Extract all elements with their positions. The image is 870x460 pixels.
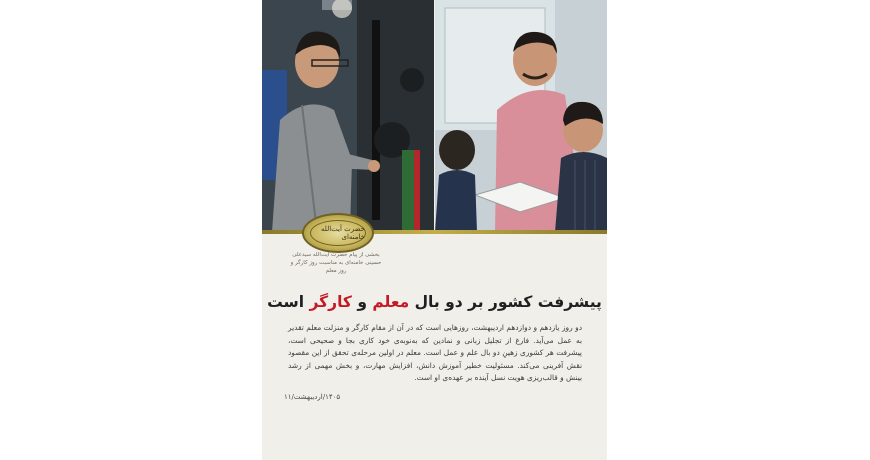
worker-photo-illustration — [262, 0, 434, 232]
teacher-photo-illustration — [435, 0, 607, 232]
calligraphy-emblem — [302, 213, 374, 253]
headline — [262, 291, 607, 313]
headline-part-2: است — [267, 293, 310, 311]
poster — [262, 0, 607, 460]
message-caption: بخشی از پیام حضرت آیت‌الله سیدعلی حسینی خامنه‌ای به مناسبت روز کارگر و روز معلم — [290, 252, 382, 274]
headline-worker-word: کارگر — [309, 293, 352, 311]
emblem-text: حضرت آیت‌الله خامنه‌ای — [310, 220, 366, 246]
worker-photo — [262, 0, 434, 232]
message-date: ۱۴۰۵/اردیبهشت/۱۱ — [284, 393, 341, 401]
headline-part-1: پیشرفت کشور بر دو بال — [409, 293, 602, 311]
teacher-photo — [435, 0, 607, 232]
message-body: دو روز یازدهم و دوازدهم اردیبهشت، روزهایی است که در آن از مقام کارگر و منزلت معلم تقدیر به عمل می‌آید. فارغ از تجلیل زبانی و نمادین که به‌نوبه‌ی خود کاری بجا و صحیحی است، پیشرفت هر کشوری زهینِ دو بال علم و عمل است. معلم در اولین مرحله‌ی تحقق از این مقصود نقش آفرینی می‌کند. مسئولیت خطیر آموزش دانش، افزایش مهارت، و بخش مهمی از رشد بینش و قالب‌ریزی هویت نسل آینده بر عهده‌ی او است. — [288, 323, 582, 383]
headline-teacher-word: معلم — [372, 293, 410, 311]
header-photos — [262, 0, 607, 232]
headline-conjunction: و — [351, 293, 373, 311]
